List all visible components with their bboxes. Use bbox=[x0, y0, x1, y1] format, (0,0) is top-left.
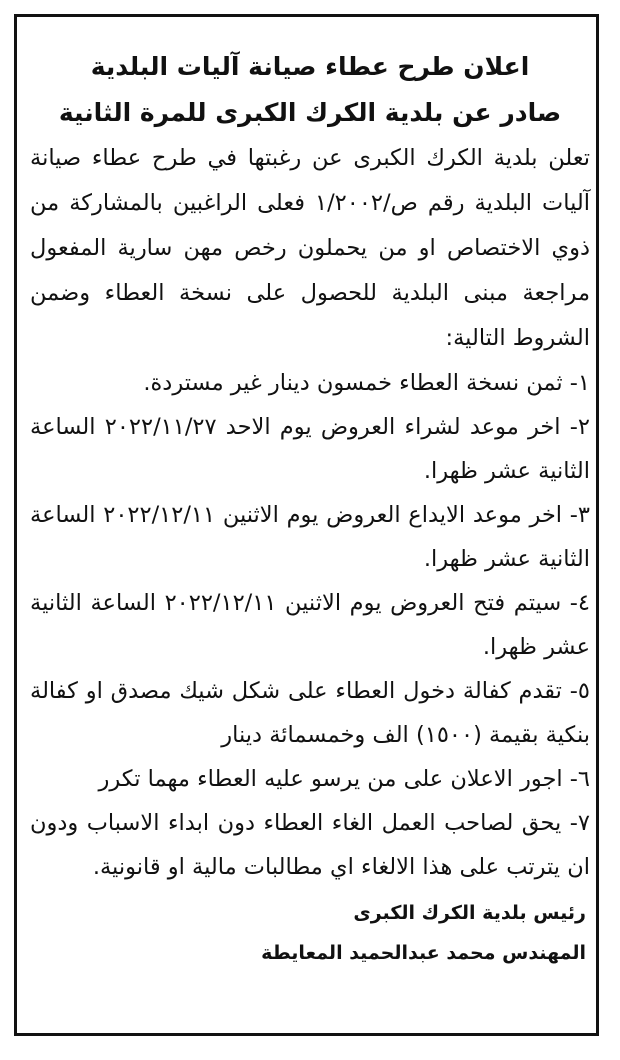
signature-title: رئيس بلدية الكرك الكبرى bbox=[353, 902, 586, 924]
announcement-content bbox=[30, 44, 590, 973]
condition-item-6: ٦- اجور الاعلان على من يرسو عليه العطاء مهما تكرر bbox=[98, 766, 590, 792]
announcement-intro: تعلن بلدية الكرك الكبرى عن رغبتها في طرح عطاء صيانة آليات البلدية رقم ص/١/٢٠٠٢ فعلى الراغبين بالمشاركة من ذوي الاختصاص او من يحملون رخص مهن سارية المفعول مراجعة مبنى البلدية للحصول على نسخة العطاء وضمن الشروط التالية: bbox=[30, 145, 590, 351]
condition-item-5: ٥- تقدم كفالة دخول العطاء على شكل شيك مصدق او كفالة بنكية بقيمة (١٥٠٠) الف وخمسمائة دينار bbox=[30, 678, 590, 748]
condition-item-2: ٢- اخر موعد لشراء العروض يوم الاحد ٢٠٢٢/١١/٢٧ الساعة الثانية عشر ظهرا. bbox=[30, 414, 590, 484]
condition-item-3: ٣- اخر موعد الايداع العروض يوم الاثنين ٢٠٢٢/١٢/١١ الساعة الثانية عشر ظهرا. bbox=[30, 502, 590, 572]
conditions-list bbox=[30, 361, 590, 889]
signature-name: المهندس محمد عبدالحميد المعايطة bbox=[261, 942, 586, 964]
signature-block bbox=[30, 893, 590, 973]
announcement-title-line-2: صادر عن بلدية الكرك الكبرى للمرة الثانية bbox=[58, 98, 562, 127]
condition-item-1: ١- ثمن نسخة العطاء خمسون دينار غير مستردة. bbox=[143, 370, 590, 396]
condition-item-7: ٧- يحق لصاحب العمل الغاء العطاء دون ابداء الاسباب ودون ان يترتب على هذا الالغاء اي مطالبات مالية او قانونية. bbox=[30, 810, 590, 880]
condition-item-4: ٤- سيتم فتح العروض يوم الاثنين ٢٠٢٢/١٢/١١ الساعة الثانية عشر ظهرا. bbox=[30, 590, 590, 660]
announcement-title-line-1: اعلان طرح عطاء صيانة آليات البلدية bbox=[90, 52, 530, 81]
